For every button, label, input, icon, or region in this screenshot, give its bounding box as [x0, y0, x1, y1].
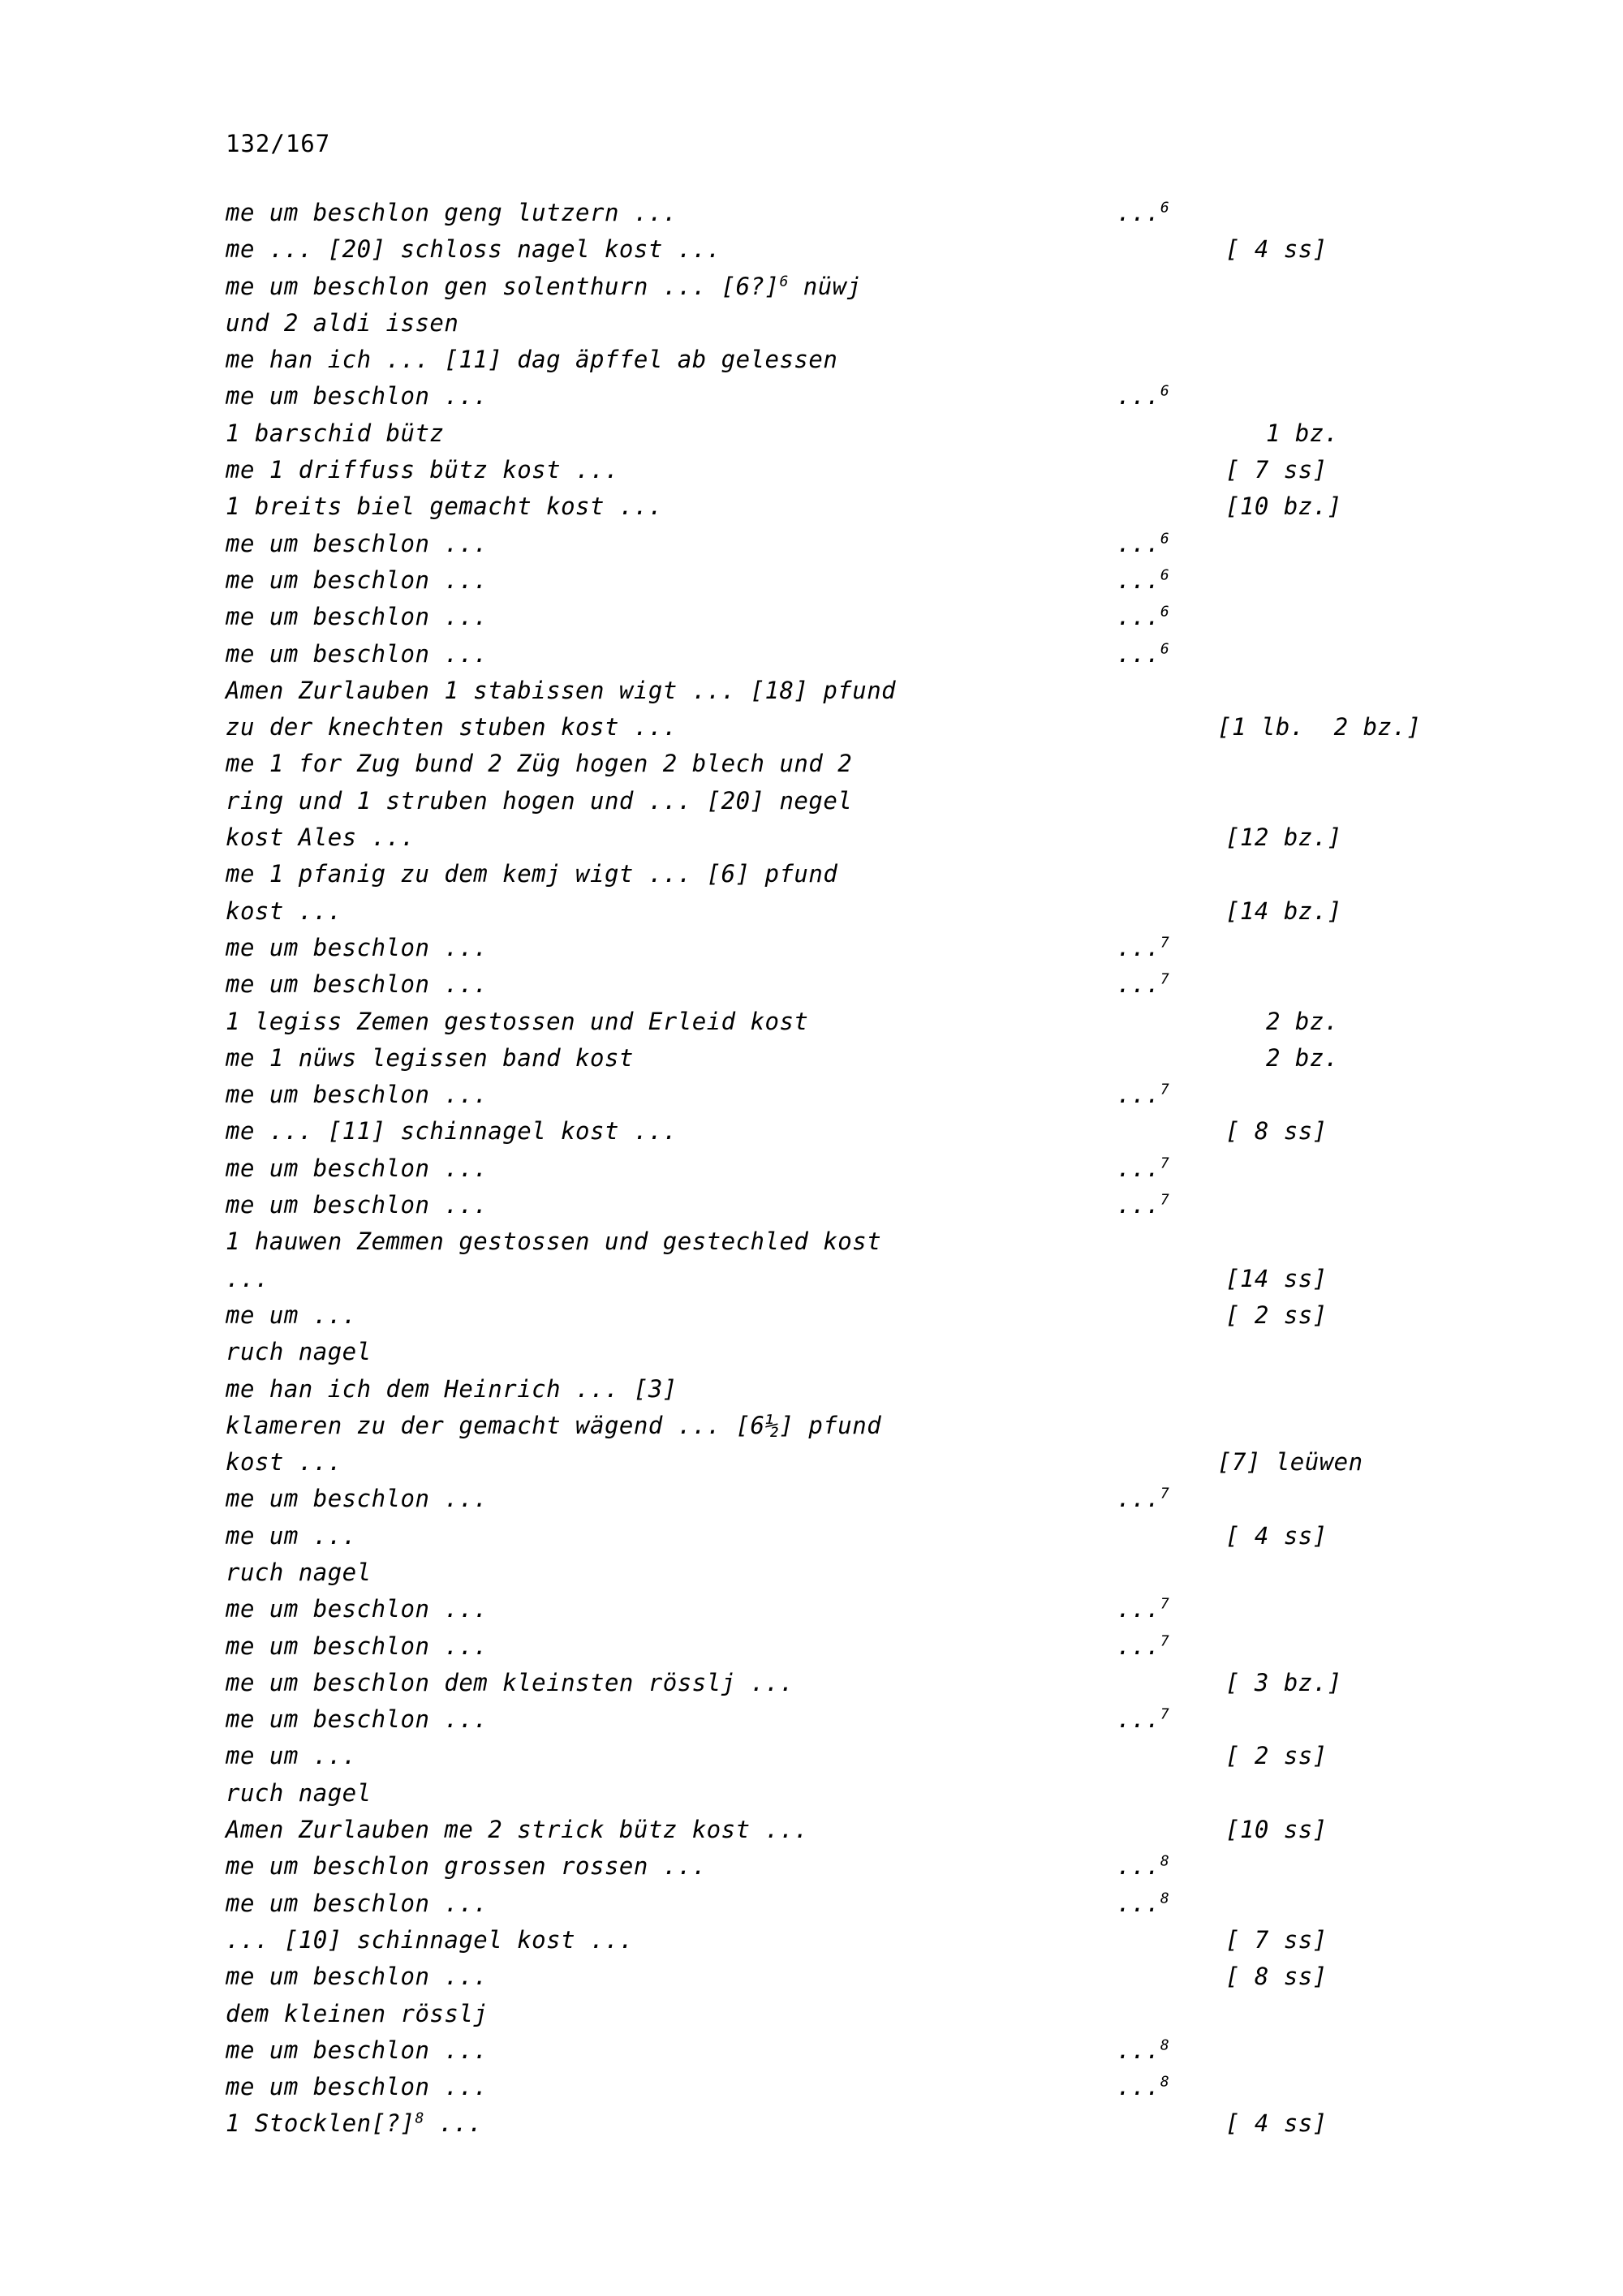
line-text: me um beschlon ...: [226, 933, 489, 961]
line-text: me um beschlon ...: [226, 1889, 489, 1917]
line-amount: ...$^8$: [1117, 1889, 1170, 1917]
transcription-line: [226, 419, 1419, 456]
footnote-marker: 7: [1160, 1191, 1170, 1209]
line-amount: ...$^7$: [1117, 1081, 1170, 1109]
line-amount: ...$^7$: [1117, 1705, 1170, 1734]
line-amount: ...$^6$: [1117, 603, 1170, 631]
transcription-line: [226, 897, 1419, 934]
footnote-marker: 8: [1160, 2036, 1170, 2054]
line-amount: ...$^8$: [1117, 2073, 1170, 2101]
line-text: me um beschlon ...: [226, 1632, 489, 1660]
footnote-marker: 7: [1160, 1081, 1170, 1099]
footnote-marker: 6: [1160, 603, 1170, 621]
footnote-marker: 6: [779, 272, 789, 290]
line-text: 1 Stocklen[?]$^8$ ...: [226, 2109, 483, 2138]
line-text: kost Ales ...: [226, 823, 415, 852]
line-amount: ...$^7$: [1117, 970, 1170, 999]
transcription-line: [226, 1485, 1419, 1521]
line-amount: ...$^7$: [1117, 1191, 1170, 1219]
transcription-line: [226, 713, 1422, 750]
transcription-line: [226, 1448, 1419, 1485]
transcription-line: [226, 1081, 1419, 1117]
line-text: dem kleinen rösslj: [226, 1999, 489, 2027]
line-text: ruch nagel: [226, 1558, 372, 1586]
line-amount: [ 8 ss]: [1225, 1963, 1328, 1991]
footnote-marker: 7: [1160, 1632, 1170, 1649]
footnote-marker: 7: [1160, 1485, 1170, 1503]
footnote-marker: 7: [1160, 1595, 1170, 1613]
line-text: me um beschlon gen solenthurn ... [6?]$^6$ nüwj: [226, 272, 862, 300]
transcription-line: [226, 1926, 1419, 1963]
transcription-line: [226, 750, 1419, 786]
line-text: ...: [226, 1264, 269, 1292]
line-amount: [ 2 ss]: [1225, 1742, 1328, 1770]
transcription-line: [226, 235, 1419, 272]
line-amount: [1 lb. 2 bz.]: [1217, 713, 1422, 742]
footnote-marker: 6: [1160, 382, 1170, 400]
transcription-line: [226, 1154, 1419, 1191]
transcription-line: [226, 456, 1419, 492]
line-amount: [ 7 ss]: [1225, 456, 1328, 484]
line-amount: [7] leüwen: [1217, 1448, 1363, 1477]
footnote-marker: 8: [415, 2109, 424, 2127]
line-text: me 1 nüws legissen band kost: [226, 1043, 634, 1072]
transcription-line: [226, 677, 1419, 713]
footnote-marker: 7: [1160, 1154, 1170, 1172]
transcription-line: [226, 1963, 1419, 1999]
transcription-line: [226, 934, 1419, 970]
transcription-line: [226, 1705, 1419, 1742]
folio-number: 132/167: [226, 130, 331, 157]
line-text: 1 legiss Zemen gestossen und Erleid kost: [226, 1007, 809, 1035]
line-amount: ...$^7$: [1117, 1632, 1170, 1660]
transcription-line: [226, 1890, 1419, 1926]
transcription-line: [226, 1632, 1419, 1669]
line-text: me um beschlon ...: [226, 1191, 489, 1219]
line-text: me um ...: [226, 1521, 357, 1550]
line-text: me um beschlon ...: [226, 1485, 489, 1513]
transcription-line: [226, 2036, 1419, 2073]
line-text: me um beschlon ...: [226, 529, 489, 557]
transcription-line: [226, 1559, 1419, 1595]
transcription-line: [226, 199, 1419, 235]
line-text: me um beschlon ...: [226, 2036, 489, 2064]
line-amount: ...$^6$: [1117, 565, 1170, 594]
line-text: me um beschlon ...: [226, 2073, 489, 2101]
line-amount: ...$^6$: [1117, 199, 1170, 226]
transcription-line: [226, 1852, 1419, 1889]
line-amount: ...$^7$: [1117, 933, 1170, 961]
line-text: me 1 pfanig zu dem kemj wigt ... [6] pfund: [226, 860, 838, 888]
transcription-line: [226, 2000, 1419, 2036]
footnote-marker: 8: [1160, 1890, 1170, 1907]
footnote-marker: 7: [1160, 934, 1170, 952]
line-amount: ...$^7$: [1117, 1485, 1170, 1513]
transcription-line: [226, 1412, 1419, 1448]
transcription-line: [226, 1779, 1419, 1816]
line-text: me um beschlon ...: [226, 1081, 489, 1109]
line-text: Amen Zurlauben me 2 strick bütz kost ...: [226, 1816, 809, 1844]
line-amount: [ 4 ss]: [1225, 235, 1328, 264]
line-text: me um beschlon ...: [226, 1595, 489, 1623]
line-amount: 2 bz.: [1266, 1043, 1339, 1072]
line-amount: ...$^7$: [1117, 1154, 1170, 1182]
line-text: 1 breits biel gemacht kost ...: [226, 492, 663, 521]
transcription-line: [226, 1008, 1419, 1044]
line-amount: ...$^8$: [1117, 1852, 1170, 1881]
line-amount: ...$^8$: [1117, 2036, 1170, 2064]
line-amount: [14 bz.]: [1225, 896, 1342, 925]
transcription-line: [226, 492, 1419, 529]
transcription-line: [226, 860, 1419, 896]
footnote-marker: 8: [1160, 1852, 1170, 1870]
line-text: kost ...: [226, 1448, 342, 1477]
line-amount: [14 ss]: [1225, 1264, 1328, 1292]
line-text: me um ...: [226, 1742, 357, 1770]
line-text: me um beschlon geng lutzern ...: [226, 199, 678, 226]
transcription-line: [226, 1228, 1419, 1264]
transcription-line: [226, 382, 1419, 419]
footnote-marker: 6: [1160, 199, 1170, 217]
transcription-line: [226, 1338, 1419, 1374]
line-amount: [ 3 bz.]: [1225, 1668, 1342, 1696]
transcription-line: [226, 970, 1419, 1007]
line-text: me um beschlon ...: [226, 603, 489, 631]
line-text: me 1 for Zug bund 2 Züg hogen 2 blech und 2: [226, 750, 853, 778]
line-text: und 2 aldi issen: [226, 308, 459, 337]
transcription-line: [226, 273, 1419, 309]
line-amount: [ 8 ss]: [1225, 1117, 1328, 1146]
line-text: me um beschlon ...: [226, 1705, 489, 1734]
transcription-line: [226, 566, 1419, 603]
line-text: me han ich ... [11] dag äpffel ab gelessen: [226, 346, 838, 374]
line-text: me han ich dem Heinrich ... [3]: [226, 1374, 678, 1403]
line-text: me um beschlon dem kleinsten rösslj ...: [226, 1668, 794, 1696]
transcription-line: [226, 346, 1419, 382]
transcription-line: [226, 1595, 1419, 1632]
line-amount: ...$^6$: [1117, 639, 1170, 668]
line-amount: 2 bz.: [1266, 1007, 1339, 1035]
line-text: me um beschlon ...: [226, 1963, 489, 1991]
transcription-line: [226, 1191, 1419, 1228]
footnote-marker: 7: [1160, 1705, 1170, 1723]
line-text: 1 barschid bütz: [226, 419, 445, 447]
line-text: ... [10] schinnagel kost ...: [226, 1925, 634, 1954]
line-amount: [ 7 ss]: [1225, 1925, 1328, 1954]
line-text: zu der knechten stuben kost ...: [226, 713, 678, 742]
line-amount: [ 4 ss]: [1225, 2109, 1328, 2138]
line-amount: [10 bz.]: [1225, 492, 1342, 521]
line-text: me um beschlon ...: [226, 565, 489, 594]
line-text: me ... [20] schloss nagel kost ...: [226, 235, 721, 264]
line-text: ruch nagel: [226, 1338, 372, 1366]
line-text: klameren zu der gemacht wägend ... [6½] pfund: [226, 1411, 882, 1439]
line-text: me 1 driffuss bütz kost ...: [226, 456, 619, 484]
transcription-body: [226, 199, 1422, 2147]
line-text: me um beschlon ...: [226, 639, 489, 668]
line-amount: [ 2 ss]: [1225, 1301, 1328, 1329]
line-text: 1 hauwen Zemmen gestossen und gestechled kost: [226, 1228, 882, 1256]
transcription-line: [226, 1375, 1419, 1412]
line-amount: 1 bz.: [1266, 419, 1339, 447]
line-text: Amen Zurlauben 1 stabissen wigt ... [18] pfund: [226, 676, 897, 704]
transcription-line: [226, 823, 1419, 860]
footnote-marker: 6: [1160, 566, 1170, 584]
line-text: me um beschlon ...: [226, 1154, 489, 1182]
line-amount: [12 bz.]: [1225, 823, 1342, 852]
transcription-line: [226, 1265, 1419, 1301]
line-text: me um beschlon ...: [226, 970, 489, 999]
transcription-line: [226, 1742, 1419, 1778]
transcription-line: [226, 603, 1419, 639]
line-text: me um beschlon ...: [226, 382, 489, 411]
transcription-line: [226, 1301, 1419, 1338]
footnote-marker: 8: [1160, 2073, 1170, 2091]
transcription-line: [226, 2109, 1419, 2146]
transcription-line: [226, 1044, 1419, 1081]
transcription-line: [226, 530, 1419, 566]
transcription-line: [226, 1117, 1419, 1154]
line-amount: [10 ss]: [1225, 1816, 1328, 1844]
transcription-line: [226, 1669, 1419, 1705]
footnote-marker: 6: [1160, 530, 1170, 548]
transcription-line: [226, 1816, 1419, 1852]
line-text: kost ...: [226, 896, 342, 925]
line-text: me ... [11] schinnagel kost ...: [226, 1117, 678, 1146]
line-amount: ...$^7$: [1117, 1595, 1170, 1623]
footnote-marker: 6: [1160, 639, 1170, 657]
line-amount: ...$^6$: [1117, 529, 1170, 557]
footnote-marker: 7: [1160, 970, 1170, 988]
line-text: ring und 1 struben hogen und ... [20] negel: [226, 786, 853, 815]
transcription-line: [226, 640, 1419, 677]
line-text: me um ...: [226, 1301, 357, 1329]
line-text: ruch nagel: [226, 1778, 372, 1807]
line-text: me um beschlon grossen rossen ...: [226, 1852, 707, 1881]
transcription-line: [226, 787, 1419, 823]
transcription-line: [226, 2073, 1419, 2109]
line-amount: [ 4 ss]: [1225, 1521, 1328, 1550]
transcription-line: [226, 309, 1419, 346]
line-amount: ...$^6$: [1117, 382, 1170, 411]
transcription-line: [226, 1522, 1419, 1559]
